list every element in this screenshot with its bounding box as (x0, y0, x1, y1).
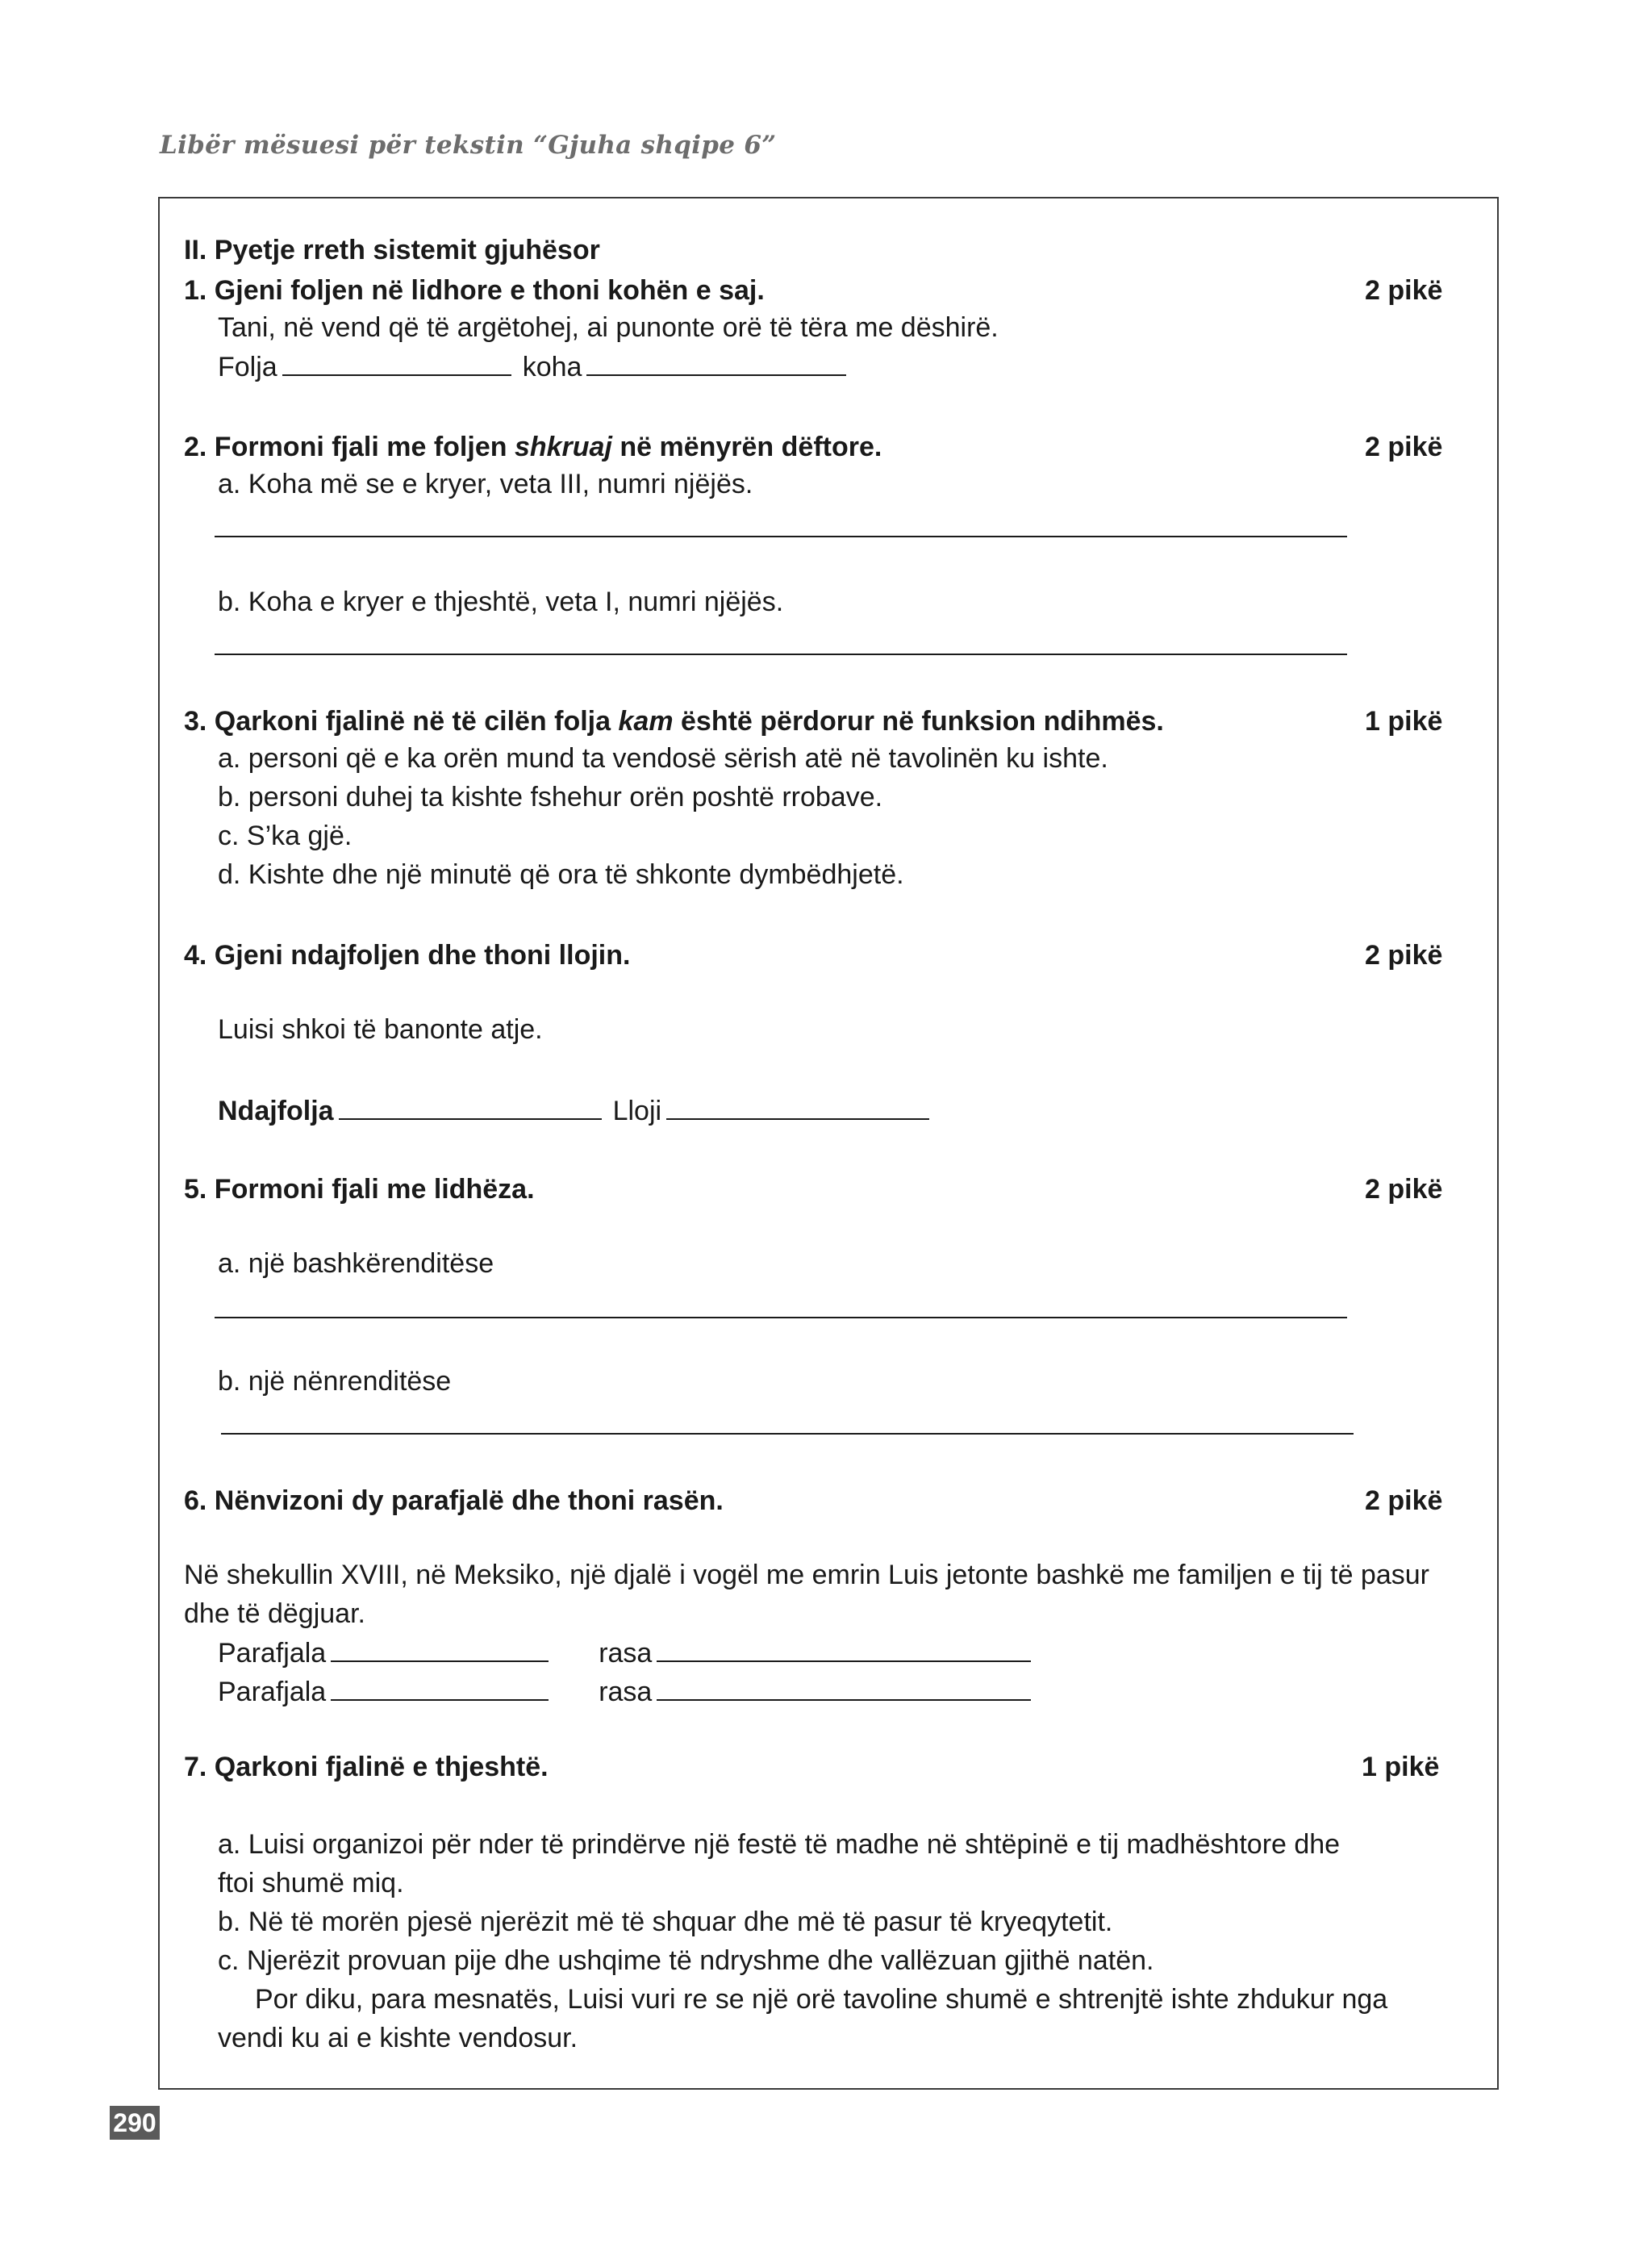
q5-title: 5. Formoni fjali me lidhëza. (184, 1174, 535, 1205)
q1-answer-line (218, 350, 857, 383)
section-title: II. Pyetje rreth sistemit gjuhësor (184, 235, 600, 265)
q3-option-c[interactable]: c. S’ka gjë. (218, 821, 353, 851)
q1-sentence: Tani, në vend që të argëtohej, ai punonte orë të tëra me dëshirë. (218, 312, 999, 343)
q4-label-lloji: Lloji (612, 1096, 662, 1126)
running-header: Libër mësuesi për tekstin “Gjuha shqipe 6” (160, 131, 777, 160)
q6-title: 6. Nënvizoni dy parafjalë dhe thoni rasën. (184, 1485, 724, 1516)
q3-title-text: 3. Qarkoni fjalinë në të cilën folja (184, 706, 619, 737)
q7-option-b[interactable]: b. Në të morën pjesë njerëzit më të shquar dhe më të pasur të kryeqytetit. (218, 1907, 1113, 1937)
q6-rasa-blank[interactable] (657, 1636, 1031, 1662)
q1-koha-blank[interactable] (586, 350, 846, 376)
q7-option-a-line2[interactable]: ftoi shumë miq. (218, 1868, 404, 1898)
q4-points: 2 pikë (1365, 940, 1443, 971)
q6-text-line2: dhe të dëgjuar. (184, 1598, 365, 1629)
q2-title-text-end: në mënyrën dëftore. (611, 432, 882, 462)
q6-answer-row-1 (218, 1636, 1042, 1669)
q2-points: 2 pikë (1365, 432, 1443, 462)
q2-b-answer-line[interactable] (215, 654, 1347, 655)
q5-b-answer-line[interactable] (221, 1433, 1354, 1435)
q2-item-b: b. Koha e kryer e thjeshtë, veta I, numri njëjës. (218, 587, 784, 617)
page-number: 290 (110, 2106, 160, 2140)
q7-option-c[interactable]: c. Njerëzit provuan pije dhe ushqime të ndryshme dhe vallëzuan gjithë natën. (218, 1945, 1154, 1976)
q1-label-koha: koha (522, 352, 582, 382)
q2-title-text: 2. Formoni fjali me foljen (184, 432, 515, 462)
q4-sentence: Luisi shkoi të banonte atje. (218, 1014, 543, 1045)
q2-item-a: a. Koha më se e kryer, veta III, numri njëjës. (218, 469, 753, 499)
q4-answer-line (218, 1094, 941, 1127)
q4-title: 4. Gjeni ndajfoljen dhe thoni llojin. (184, 940, 631, 971)
q2-title (184, 431, 882, 463)
q4-ndajfolja-blank[interactable] (339, 1094, 602, 1120)
q6-label-rasa: rasa (599, 1638, 653, 1669)
q3-option-b[interactable]: b. personi duhej ta kishte fshehur orën poshtë rrobave. (218, 782, 883, 812)
q6-answer-row-2 (218, 1675, 1042, 1708)
q5-item-b: b. një nënrenditëse (218, 1366, 452, 1397)
q6-label-rasa: rasa (599, 1677, 653, 1707)
q1-title: 1. Gjeni foljen në lidhore e thoni kohën e saj. (184, 275, 765, 306)
q3-title (184, 705, 1164, 737)
q6-label-parafjala: Parafjala (218, 1677, 327, 1707)
q5-a-answer-line[interactable] (215, 1317, 1347, 1318)
q7-option-a-line1[interactable]: a. Luisi organizoi për nder të prindërve një festë të madhe në shtëpinë e tij madhështore dhe (218, 1829, 1341, 1860)
q3-title-text-end: është përdorur në funksion ndihmës. (673, 706, 1164, 737)
q1-folja-blank[interactable] (282, 350, 511, 376)
q6-rasa-blank[interactable] (657, 1675, 1031, 1701)
q3-option-d[interactable]: d. Kishte dhe një minutë që ora të shkonte dymbëdhjetë. (218, 859, 904, 890)
q7-title: 7. Qarkoni fjalinë e thjeshtë. (184, 1752, 549, 1782)
q6-parafjala-blank[interactable] (331, 1675, 549, 1701)
q2-title-verb: shkruaj (514, 432, 612, 462)
q4-label-ndajfolja: Ndajfolja (218, 1096, 334, 1126)
q6-parafjala-blank[interactable] (331, 1636, 549, 1662)
q3-title-verb: kam (618, 706, 674, 737)
q1-points: 2 pikë (1365, 275, 1443, 306)
q6-label-parafjala: Parafjala (218, 1638, 327, 1669)
q5-points: 2 pikë (1365, 1174, 1443, 1205)
q3-points: 1 pikë (1365, 706, 1443, 737)
q7-points: 1 pikë (1362, 1752, 1440, 1782)
q5-item-a: a. një bashkërenditëse (218, 1248, 494, 1279)
q6-points: 2 pikë (1365, 1485, 1443, 1516)
q3-option-a[interactable]: a. personi që e ka orën mund ta vendosë sërish atë në tavolinën ku ishte. (218, 743, 1108, 774)
q2-a-answer-line[interactable] (215, 536, 1347, 537)
q1-label-folja: Folja (218, 352, 277, 382)
q7-paragraph-line1: Por diku, para mesnatës, Luisi vuri re se një orë tavoline shumë e shtrenjtë ishte zhdukur nga (255, 1984, 1388, 2015)
q4-lloji-blank[interactable] (666, 1094, 929, 1120)
q7-paragraph-line2: vendi ku ai e kishte vendosur. (218, 2023, 578, 2053)
q6-text-line1: Në shekullin XVIII, në Meksiko, një djalë i vogël me emrin Luis jetonte bashkë me familjen e tij të pasur (184, 1560, 1429, 1590)
